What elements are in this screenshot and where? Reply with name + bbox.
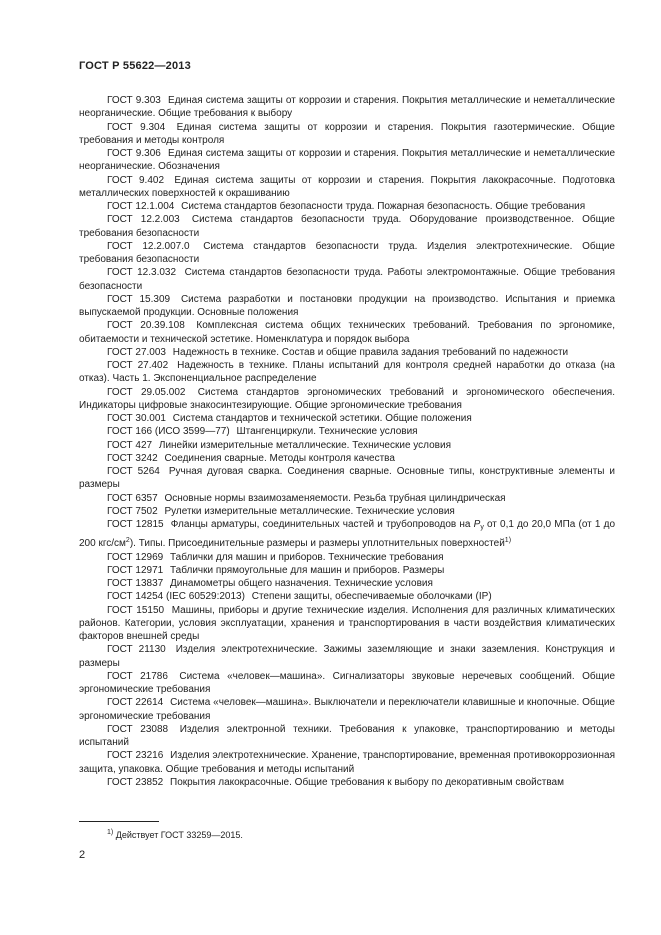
reference-title: Штангенциркули. Технические условия xyxy=(236,426,418,438)
reference-code: ГОСТ 166 (ИСО 3599—77) xyxy=(107,426,230,438)
reference-code: ГОСТ 9.306 xyxy=(107,148,161,159)
reference-title: Система стандартов безопасности труда. Пожарная безопасность. Общие требования xyxy=(181,201,586,212)
reference-title: Машины, приборы и другие технические изделия. Исполнения для различных климатических районов. Категории, условия эксплуатации, хранения и транспортирования в части воздействия климатических факторов внешней среды xyxy=(79,604,615,642)
reference-title: Таблички для машин и приборов. Технические требования xyxy=(170,551,444,563)
reference-entry xyxy=(79,643,615,670)
reference-entry xyxy=(79,492,615,505)
reference-code: ГОСТ 14254 (IEC 60529:2013) xyxy=(107,591,245,603)
reference-title: Надежность в технике. Планы испытаний для контроля средней наработки до отказа (на отказ). Часть 1. Экспоненциальное распределение xyxy=(79,360,615,385)
reference-title: Система разработки и постановки продукции на производство. Испытания и приемка выпускаемой продукции. Основные положения xyxy=(79,293,615,318)
footnote-mark: 1) xyxy=(107,829,114,836)
reference-code: ГОСТ 3242 xyxy=(107,452,158,464)
reference-code: ГОСТ 15.309 xyxy=(107,293,171,305)
reference-entry xyxy=(79,386,615,413)
reference-title: Таблички прямоугольные для машин и приборов. Размеры xyxy=(170,564,445,576)
reference-code: ГОСТ 22614 xyxy=(107,697,164,709)
reference-code: ГОСТ 12971 xyxy=(107,564,164,576)
reference-title: Изделия электронной техники. Требования к упаковке, транспортированию и методы испытаний xyxy=(79,723,615,748)
reference-title: Рулетки измерительные металлические. Технические условия xyxy=(164,505,455,517)
reference-code: ГОСТ 23216 xyxy=(107,750,164,762)
page-number: 2 xyxy=(79,849,86,861)
footnote-marker: 1) xyxy=(504,537,512,545)
reference-code: ГОСТ 21130 xyxy=(107,644,166,656)
reference-title: Система стандартов и технической эстетики. Общие положения xyxy=(172,413,472,424)
reference-entry xyxy=(79,452,615,465)
reference-title: Единая система защиты от коррозии и старения. Покрытия лакокрасочные. Подготовка металлических поверхностей к окрашиванию xyxy=(79,174,615,199)
reference-title: Степени защиты, обеспечиваемые оболочками (IP) xyxy=(251,591,492,603)
reference-title-part: Фланцы арматуры, соединительных частей и трубопроводов на xyxy=(170,519,471,530)
superscript-2: 2 xyxy=(125,537,130,545)
reference-title: Изделия электротехнические. Хранение, транспортирование, временная противокоррозионная защита, упаковка. Общие требования и методы испытаний xyxy=(79,750,616,775)
reference-code: ГОСТ 13837 xyxy=(107,578,164,589)
footnote-divider xyxy=(79,821,159,822)
reference-entry xyxy=(79,776,615,789)
reference-code: ГОСТ 9.304 xyxy=(107,121,166,133)
footnote-text: Действует ГОСТ 33259—2015. xyxy=(115,830,243,840)
reference-code: ГОСТ 30.001 xyxy=(107,413,166,424)
reference-title: Единая система защиты от коррозии и старения. Покрытия газотермические. Общие требования и методы контроля xyxy=(79,121,615,146)
reference-code: ГОСТ 27.003 xyxy=(107,346,166,358)
reference-entry xyxy=(79,604,615,644)
reference-entry xyxy=(79,359,615,386)
reference-title: Единая система защиты от коррозии и старения. Покрытия металлические и неметаллические неорганические. Общие требования к выбору xyxy=(79,95,616,120)
reference-code: ГОСТ 9.402 xyxy=(107,174,165,186)
reference-entry xyxy=(79,346,615,359)
reference-code: ГОСТ 29.05.002 xyxy=(107,386,186,398)
reference-code: ГОСТ 5264 xyxy=(107,466,160,477)
reference-entry xyxy=(79,577,615,590)
reference-entry xyxy=(79,240,615,267)
reference-entry xyxy=(79,696,615,723)
reference-code: ГОСТ 20.39.108 xyxy=(107,320,185,332)
reference-entry xyxy=(79,425,615,438)
reference-entry xyxy=(79,590,615,603)
reference-title: Основные нормы взаимозаменяемости. Резьба трубная цилиндрическая xyxy=(164,492,506,504)
reference-code: ГОСТ 12.2.007.0 xyxy=(107,240,190,252)
reference-entry xyxy=(79,749,615,776)
reference-entry xyxy=(79,465,615,492)
reference-title: Динамометры общего назначения. Технические условия xyxy=(170,578,433,589)
reference-title: Покрытия лакокрасочные. Общие требования к выбору по декоративным свойствам xyxy=(170,776,564,788)
reference-title-part: ). Типы. Присоединительные размеры и размеры уплотнительных поверхностей xyxy=(129,538,505,550)
reference-code: ГОСТ 12815 xyxy=(107,519,164,530)
reference-entry xyxy=(79,213,615,240)
reference-entry xyxy=(79,319,615,346)
reference-title: Единая система защиты от коррозии и старения. Покрытия металлические и неметаллические неорганические. Обозначения xyxy=(79,148,616,173)
reference-title: Система стандартов безопасности труда. Изделия электротехнические. Общие требования безопасности xyxy=(79,240,615,265)
reference-title: Система «человек—машина». Выключатели и переключатели клавишные и кнопочные. Общие эргономические требования xyxy=(79,697,615,722)
pressure-symbol: P xyxy=(473,519,481,530)
reference-code: ГОСТ 12.1.004 xyxy=(107,201,175,212)
reference-title: Система стандартов безопасности труда. Работы электромонтажные. Общие требования безопасности xyxy=(79,267,615,292)
reference-code: ГОСТ 23852 xyxy=(107,776,164,788)
reference-code: ГОСТ 23088 xyxy=(107,723,169,735)
reference-title: Комплексная система общих технических требований. Требования по эргономике, обитаемости и технической эстетике. Номенклатура и порядок выбора xyxy=(79,320,615,345)
pressure-subscript: y xyxy=(480,524,484,531)
reference-code: ГОСТ 7502 xyxy=(107,505,158,517)
reference-entry xyxy=(79,564,615,577)
reference-entry xyxy=(79,147,615,174)
reference-entry xyxy=(79,551,615,564)
reference-code: ГОСТ 21786 xyxy=(107,670,168,682)
reference-code: ГОСТ 12969 xyxy=(107,551,164,563)
reference-entry xyxy=(79,439,615,452)
document-header: ГОСТ Р 55622—2013 xyxy=(79,60,191,72)
reference-code: ГОСТ 6357 xyxy=(107,492,158,504)
reference-title: Ручная дуговая сварка. Соединения сварные. Основные типы, конструктивные элементы и размеры xyxy=(79,466,616,491)
reference-title: Надежность в технике. Состав и общие правила задания требований по надежности xyxy=(172,346,569,358)
reference-entry xyxy=(79,412,615,425)
reference-entry xyxy=(79,518,615,551)
reference-entry xyxy=(79,174,615,201)
reference-code: ГОСТ 427 xyxy=(107,439,153,451)
reference-code: ГОСТ 12.3.032 xyxy=(107,267,177,279)
reference-title: Система стандартов эргономических требований и эргономического обеспечения. Индикаторы цифровые знакосинтезирующие. Общие эргономические требования xyxy=(79,386,615,411)
reference-entry xyxy=(79,670,615,697)
references-list xyxy=(79,94,615,789)
reference-entry xyxy=(79,200,615,213)
reference-title-part: от 0,1 до 20,0 МПа (от 1 до 200 кгс/см xyxy=(79,519,616,550)
reference-title: Система стандартов безопасности труда. Оборудование производственное. Общие требования безопасности xyxy=(79,214,615,239)
reference-entry xyxy=(79,505,615,518)
reference-code: ГОСТ 15150 xyxy=(107,604,165,616)
reference-code: ГОСТ 12.2.003 xyxy=(107,214,180,226)
reference-code: ГОСТ 9.303 xyxy=(107,95,161,106)
reference-title: Система «человек—машина». Сигнализаторы звуковые неречевых сообщений. Общие эргономические требования xyxy=(79,670,616,695)
reference-entry xyxy=(79,121,615,148)
reference-code: ГОСТ 27.402 xyxy=(107,360,169,371)
reference-title: Линейки измерительные металлические. Технические условия xyxy=(158,439,451,451)
reference-entry xyxy=(79,94,615,121)
footnote xyxy=(107,829,243,840)
reference-entry xyxy=(79,293,615,320)
reference-title: Соединения сварные. Методы контроля качества xyxy=(164,452,395,464)
reference-entry xyxy=(79,723,615,750)
reference-entry xyxy=(79,266,615,293)
reference-title: Изделия электротехнические. Зажимы заземляющие и знаки заземления. Конструкция и размеры xyxy=(79,644,615,669)
